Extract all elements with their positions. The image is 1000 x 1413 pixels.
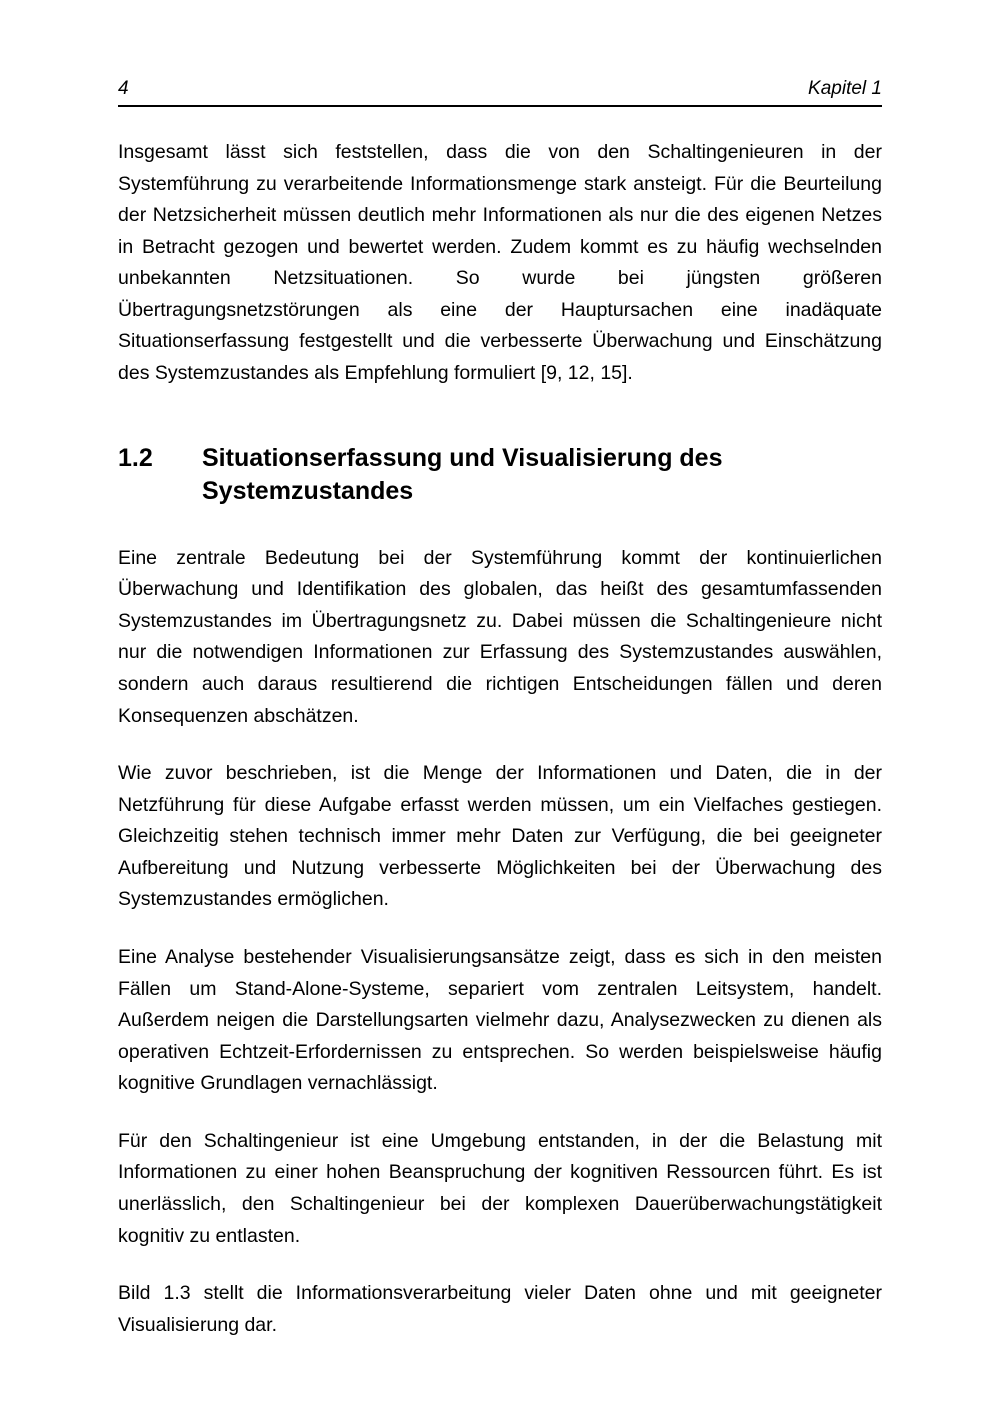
section-heading [118,442,882,509]
paragraph: Insgesamt lässt sich feststellen, dass die von den Schaltingenieuren in der Systemführung zu verarbeitende Informationsmenge stark ansteigt. Für die Beurteilung der Netzsicherheit müssen deutlich mehr Informationen als nur die des eigenen Netzes in Betracht gezogen und bewertet werden. Zudem kommt es zu häufig wechselnden unbekannten Netzsituationen. So wurde bei jüngsten größeren Übertragungsnetzstörungen als eine der Hauptursachen eine inadäquate Situationserfassung festgestellt und die verbesserte Überwachung und Einschätzung des Systemzustandes als Empfehlung formuliert [9, 12, 15]. [118,141,882,385]
page-content [118,78,882,1341]
section-number: 1.2 [118,443,153,472]
paragraph: Für den Schaltingenieur ist eine Umgebung entstanden, in der die Belastung mit Informationen zu einer hohen Beanspruchung der kognitiven Ressourcen führt. Es ist unerlässlich, den Schaltingenieur bei der komplexen Dauerüberwachungstätigkeit kognitiv zu entlasten. [118,1129,882,1247]
section-title: Situationserfassung und Visualisierung des Systemzustandes [202,443,723,506]
paragraph: Eine zentrale Bedeutung bei der Systemführung kommt der kontinuierlichen Überwachung und Identifikation des globalen, das heißt des gesamtumfassenden Systemzustandes im Übertragungsnetz zu. Dabei müssen die Schaltingenieure nicht nur die notwendigen Informationen zur Erfassung des Systemzustandes auswählen, sondern auch daraus resultierend die richtigen Entscheidungen fällen und deren Konsequenzen abschätzen. [118,546,882,727]
running-header [118,78,882,107]
paragraph: Bild 1.3 stellt die Informationsverarbeitung vieler Daten ohne und mit geeigneter Visualisierung dar. [118,1282,882,1336]
page-number: 4 [118,78,129,99]
paragraph: Wie zuvor beschrieben, ist die Menge der Informationen und Daten, die in der Netzführung für diese Aufgabe erfasst werden müssen, um ein Vielfaches gestiegen. Gleichzeitig stehen technisch immer mehr Daten zur Verfügung, die bei geeigneter Aufbereitung und Nutzung verbesserte Möglichkeiten bei der Überwachung des Systemzustandes ermöglichen. [118,762,882,911]
paragraph: Eine Analyse bestehender Visualisierungsansätze zeigt, dass es sich in den meisten Fällen um Stand-Alone-Systeme, separiert vom zentralen Leitsystem, handelt. Außerdem neigen die Darstellungsarten vielmehr dazu, Analysezwecken zu dienen als operativen Echtzeit-Erfordernissen zu entsprechen. So werden beispielsweise häufig kognitive Grundlagen vernachlässigt. [118,945,882,1095]
chapter-label: Kapitel 1 [808,78,882,99]
